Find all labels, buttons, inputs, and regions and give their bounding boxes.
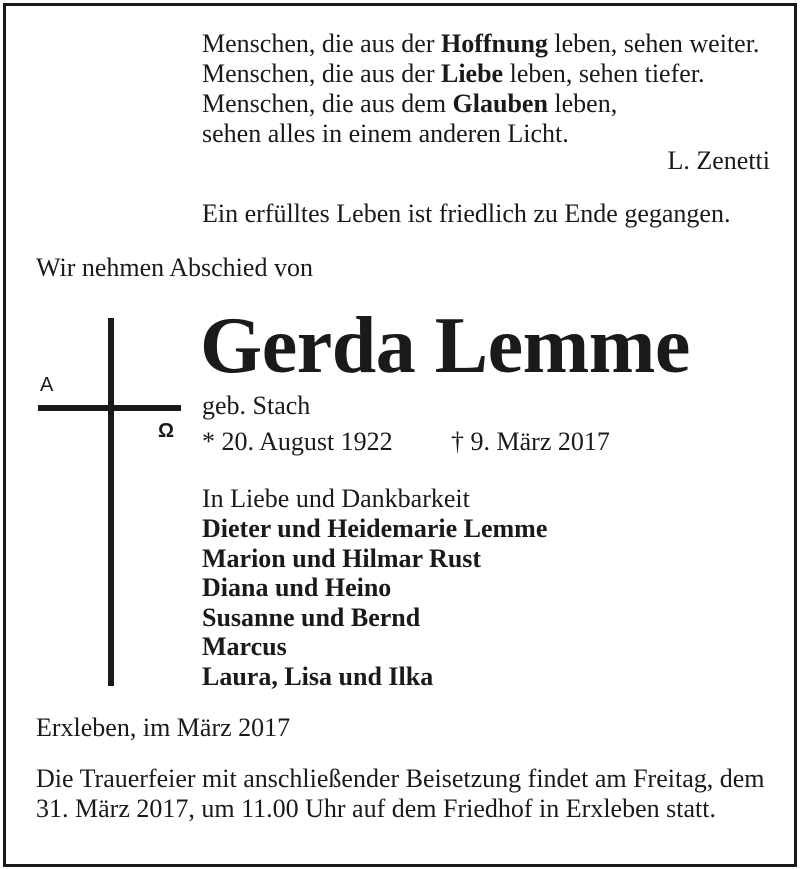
mourners-list xyxy=(202,514,547,691)
alpha-symbol: A xyxy=(40,374,54,396)
place-date: Erxleben, im März 2017 xyxy=(36,713,291,742)
birth-date: * 20. August 1922 xyxy=(202,427,393,456)
poem-author: L. Zenetti xyxy=(667,146,770,175)
mourner-name: Susanne und Bernd xyxy=(202,602,421,632)
poem xyxy=(202,29,759,149)
death-date: † 9. März 2017 xyxy=(451,427,610,456)
cross-bar xyxy=(38,405,181,411)
mourner-name: Marion und Hilmar Rust xyxy=(202,543,482,573)
ceremony-line: Die Trauerfeier mit anschließender Beisetzung findet am Freitag, dem xyxy=(36,764,765,793)
mourner-name: Diana und Heino xyxy=(202,573,392,602)
ceremony-line: 31. März 2017, um 11.00 Uhr auf dem Friedhof in Erxleben statt. xyxy=(36,794,716,823)
fulfilled-life-line: Ein erfülltes Leben ist friedlich zu Ende gegangen. xyxy=(202,199,731,228)
omega-symbol: Ω xyxy=(158,420,175,442)
poem-line: sehen alles in einem anderen Licht. xyxy=(202,119,569,148)
poem-line: Menschen, die aus der Hoffnung leben, sehen weiter. xyxy=(202,29,760,58)
ceremony-info xyxy=(36,764,765,824)
mourner-name: Marcus xyxy=(202,632,287,661)
farewell-intro: Wir nehmen Abschied von xyxy=(36,253,313,282)
mourners-intro: In Liebe und Dankbarkeit xyxy=(202,484,470,513)
mourner-name: Dieter und Heidemarie Lemme xyxy=(202,514,548,543)
cross-icon xyxy=(108,318,114,686)
poem-line: Menschen, die aus dem Glauben leben, xyxy=(202,89,618,118)
maiden-name: geb. Stach xyxy=(202,391,311,420)
mourner-name: Laura, Lisa und Ilka xyxy=(202,661,434,691)
poem-line: Menschen, die aus der Liebe leben, sehen tiefer. xyxy=(202,59,705,88)
deceased-name: Gerda Lemme xyxy=(200,302,690,390)
